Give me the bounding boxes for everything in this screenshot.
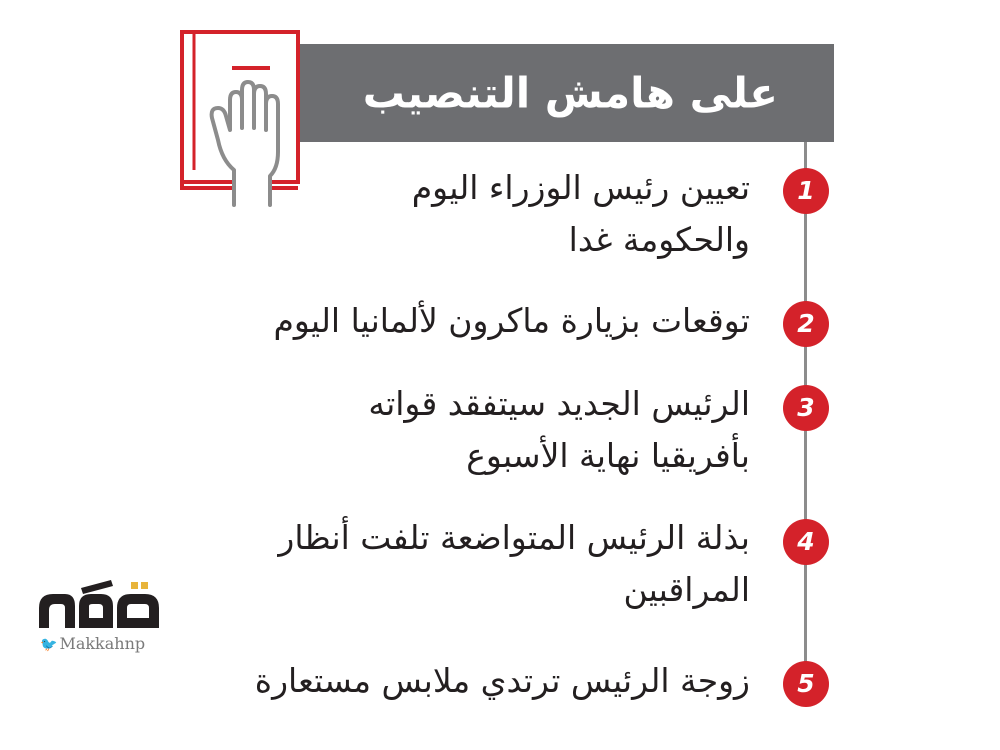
list-item-line: زوجة الرئيس ترتدي ملابس مستعارة xyxy=(254,661,750,700)
list-item-line: المراقبين xyxy=(623,570,750,610)
twitter-bird-icon: 🐦 xyxy=(40,637,58,653)
item-number-badge: 3 xyxy=(783,385,829,431)
item-number-badge: 4 xyxy=(783,519,829,565)
social-handle xyxy=(40,634,145,653)
list-item-text xyxy=(368,378,750,482)
list-item-line: الرئيس الجديد سيتفقد قواته xyxy=(368,384,750,423)
makkah-logo xyxy=(35,578,163,630)
list-item-text xyxy=(278,512,750,616)
item-number-badge: 1 xyxy=(783,168,829,214)
list-item-line: بأفريقيا نهاية الأسبوع xyxy=(466,436,750,476)
header-title: على هامش التنصيب xyxy=(362,68,778,118)
book-oath-hand-icon xyxy=(172,20,312,210)
list-item-line: والحكومة غدا xyxy=(568,220,750,260)
list-item-text xyxy=(412,162,750,266)
social-handle-text: Makkahnp xyxy=(59,634,146,653)
list-item-text xyxy=(255,655,750,707)
list-item-line: تعيين رئيس الوزراء اليوم xyxy=(411,168,750,207)
item-number-badge: 5 xyxy=(783,661,829,707)
item-number-badge: 2 xyxy=(783,301,829,347)
list-item-text xyxy=(273,295,750,347)
list-item-line: توقعات بزيارة ماكرون لألمانيا اليوم xyxy=(273,301,750,340)
list-item-line: بذلة الرئيس المتواضعة تلفت أنظار xyxy=(278,518,750,557)
header-bar xyxy=(300,44,834,142)
